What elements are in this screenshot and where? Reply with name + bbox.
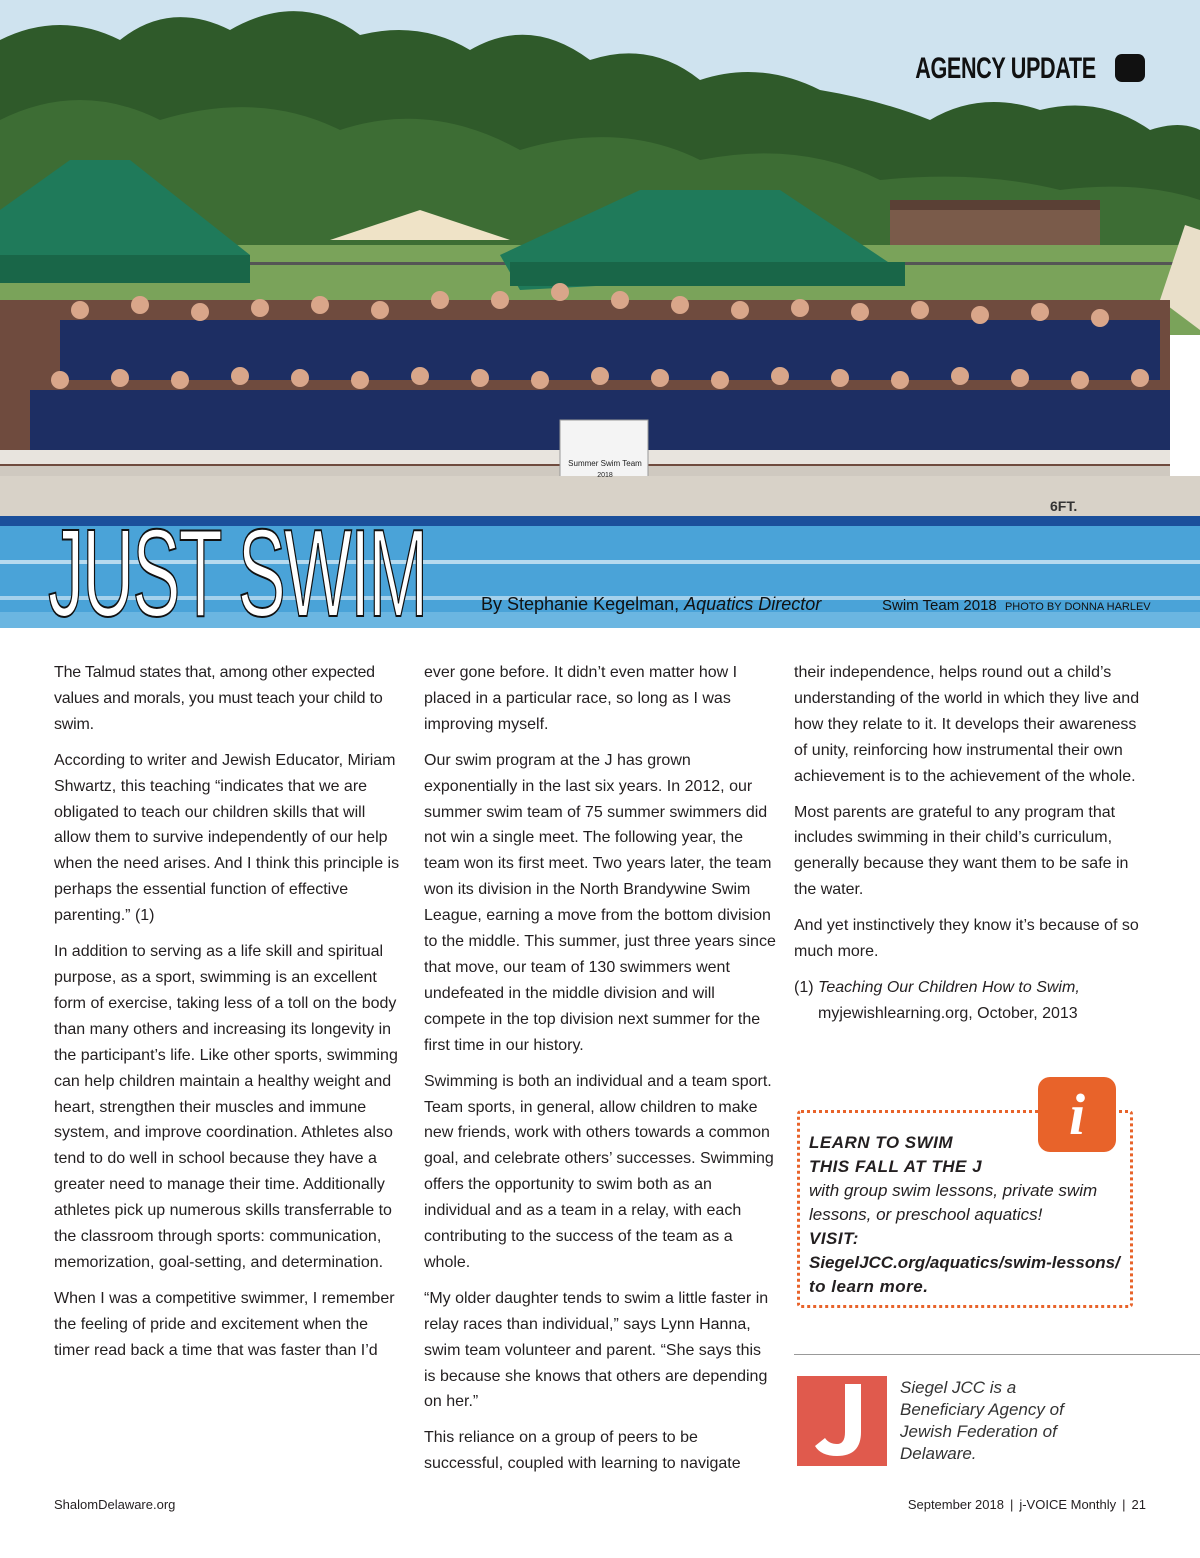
sign-line1: Summer Swim Team xyxy=(568,459,642,468)
page-number: 21 xyxy=(1131,1497,1146,1512)
footnote-source: myjewishlearning.org, October, 2013 xyxy=(818,1004,1078,1022)
sign-line2: 2018 xyxy=(597,472,613,479)
j-letter-icon xyxy=(797,1376,887,1466)
divider xyxy=(794,1354,1200,1355)
footnote xyxy=(794,975,1144,1027)
section-label: AGENCY UPDATE xyxy=(915,52,1096,85)
info-icon: i xyxy=(1038,1077,1116,1152)
body-paragraph: ever gone before. It didn’t even matter how I placed in a particular race, so long as I was improving myself. xyxy=(424,664,738,733)
body-paragraph: According to writer and Jewish Educator, Miriam Shwartz, this teaching “indicates that we are obligated to teach our children skills that will allow them to survive independently of our help when the need arises. And I think this principle is perhaps the essential function of effective parenting.” (1) xyxy=(54,751,400,925)
beneficiary-agency-note: Siegel JCC is a Beneficiary Agency of Jewish Federation of Delaware. xyxy=(900,1378,1064,1463)
article-headline: JUST SWIM xyxy=(48,505,427,643)
byline-role: Aquatics Director xyxy=(684,594,822,614)
body-paragraph: Most parents are grateful to any program that includes swimming in their child’s curriculum, generally because they want them to be safe in the water. xyxy=(794,803,1129,899)
pool-depth-marker: 6FT. xyxy=(1050,498,1078,514)
info-description: with group swim lessons, private swim lessons, or preschool aquatics! xyxy=(809,1181,1098,1224)
photo-credit: PHOTO BY DONNA HARLEV xyxy=(1004,601,1151,613)
body-paragraph: In addition to serving as a life skill and spiritual purpose, as a sport, swimming is an excellent form of exercise, taking less of a toll on the body than many others and increasing its longevity in the participant’s life. Like other sports, swimming can help children maintain a healthy weight and heart, strengthen their muscles and immune system, and improve coordination. Athletes also tend to do well in school because they have a greater need to manage their time. Additionally athletes pick up numerous skills transferrable to the classroom through sports: communication, memorization, goal-setting, and determination. xyxy=(54,943,398,1271)
body-paragraph: Swimming is both an individual and a team sport. Team sports, in general, allow children to make new friends, work with others towards a common goal, and celebrate others’ successes. Swimming offers the opportunity to swim both as an individual and as a team in a relay, with each contributing to the success of the team as a whole. xyxy=(424,1072,774,1271)
body-paragraph: This reliance on a group of peers to be successful, coupled with learning to navigate xyxy=(424,1429,741,1473)
intro-paragraph: The Talmud states that, among other expected values and morals, you must teach your child to swim. xyxy=(54,664,383,733)
info-url-link[interactable]: SiegelJCC.org/aquatics/swim-lessons/ xyxy=(809,1253,1120,1272)
info-cta: to learn more. xyxy=(809,1277,929,1296)
body-paragraph: “My older daughter tends to swim a little faster in relay races than individual,” says Lynn Hanna, swim team volunteer and parent. “She says this is because she knows that others are depending on her.” xyxy=(424,1289,769,1411)
info-heading-line1: LEARN TO SWIM xyxy=(809,1133,954,1152)
footnote-number: (1) xyxy=(794,978,814,996)
article-column-2 xyxy=(424,660,776,1487)
info-visit-label: VISIT: xyxy=(809,1229,859,1248)
footer-publication: j-VOICE Monthly xyxy=(1019,1497,1117,1512)
body-paragraph: And yet instinctively they know it’s because of so much more. xyxy=(794,917,1139,961)
section-marker-square xyxy=(1115,54,1145,82)
photo-caption xyxy=(882,597,1151,614)
caption-text: Swim Team 2018 xyxy=(882,597,997,614)
body-paragraph: Our swim program at the J has grown exponentially in the last six years. In 2012, our summer swim team of 75 summer swimmers did not win a single meet. The following year, the team won its first meet. Two years later, the team won its division in the North Brandywine Swim League, earning a move from the bottom division to the middle. This summer, just three years since that move, our team of 130 swimmers went undefeated in the middle division and will compete in the top division next summer for the first time in our history. xyxy=(424,751,776,1054)
info-heading-line2: THIS FALL AT THE J xyxy=(809,1157,983,1176)
footer-date: September 2018 xyxy=(907,1497,1004,1512)
body-paragraph: their independence, helps round out a child’s understanding of the world in which they live and how they relate to it. It develops their awareness of unity, reinforcing how instrumental their own achievement is to the achievement of the whole. xyxy=(794,664,1140,785)
footer-issue-info xyxy=(908,1497,1146,1512)
body-paragraph: When I was a competitive swimmer, I remember the feeling of pride and excitement when the timer read back a time that was faster than I’d xyxy=(54,1289,395,1359)
article-column-1 xyxy=(54,660,406,1374)
footer-separator: | xyxy=(1122,1497,1126,1512)
footer-separator: | xyxy=(1009,1497,1014,1512)
siegel-jcc-logo xyxy=(797,1376,887,1466)
article-column-3 xyxy=(794,660,1144,1037)
footer-website[interactable]: ShalomDelaware.org xyxy=(54,1497,176,1512)
info-callout-text xyxy=(809,1131,1133,1299)
footnote-title: Teaching Our Children How to Swim, xyxy=(818,978,1080,996)
byline xyxy=(481,594,821,615)
byline-author: By Stephanie Kegelman, xyxy=(481,594,680,614)
